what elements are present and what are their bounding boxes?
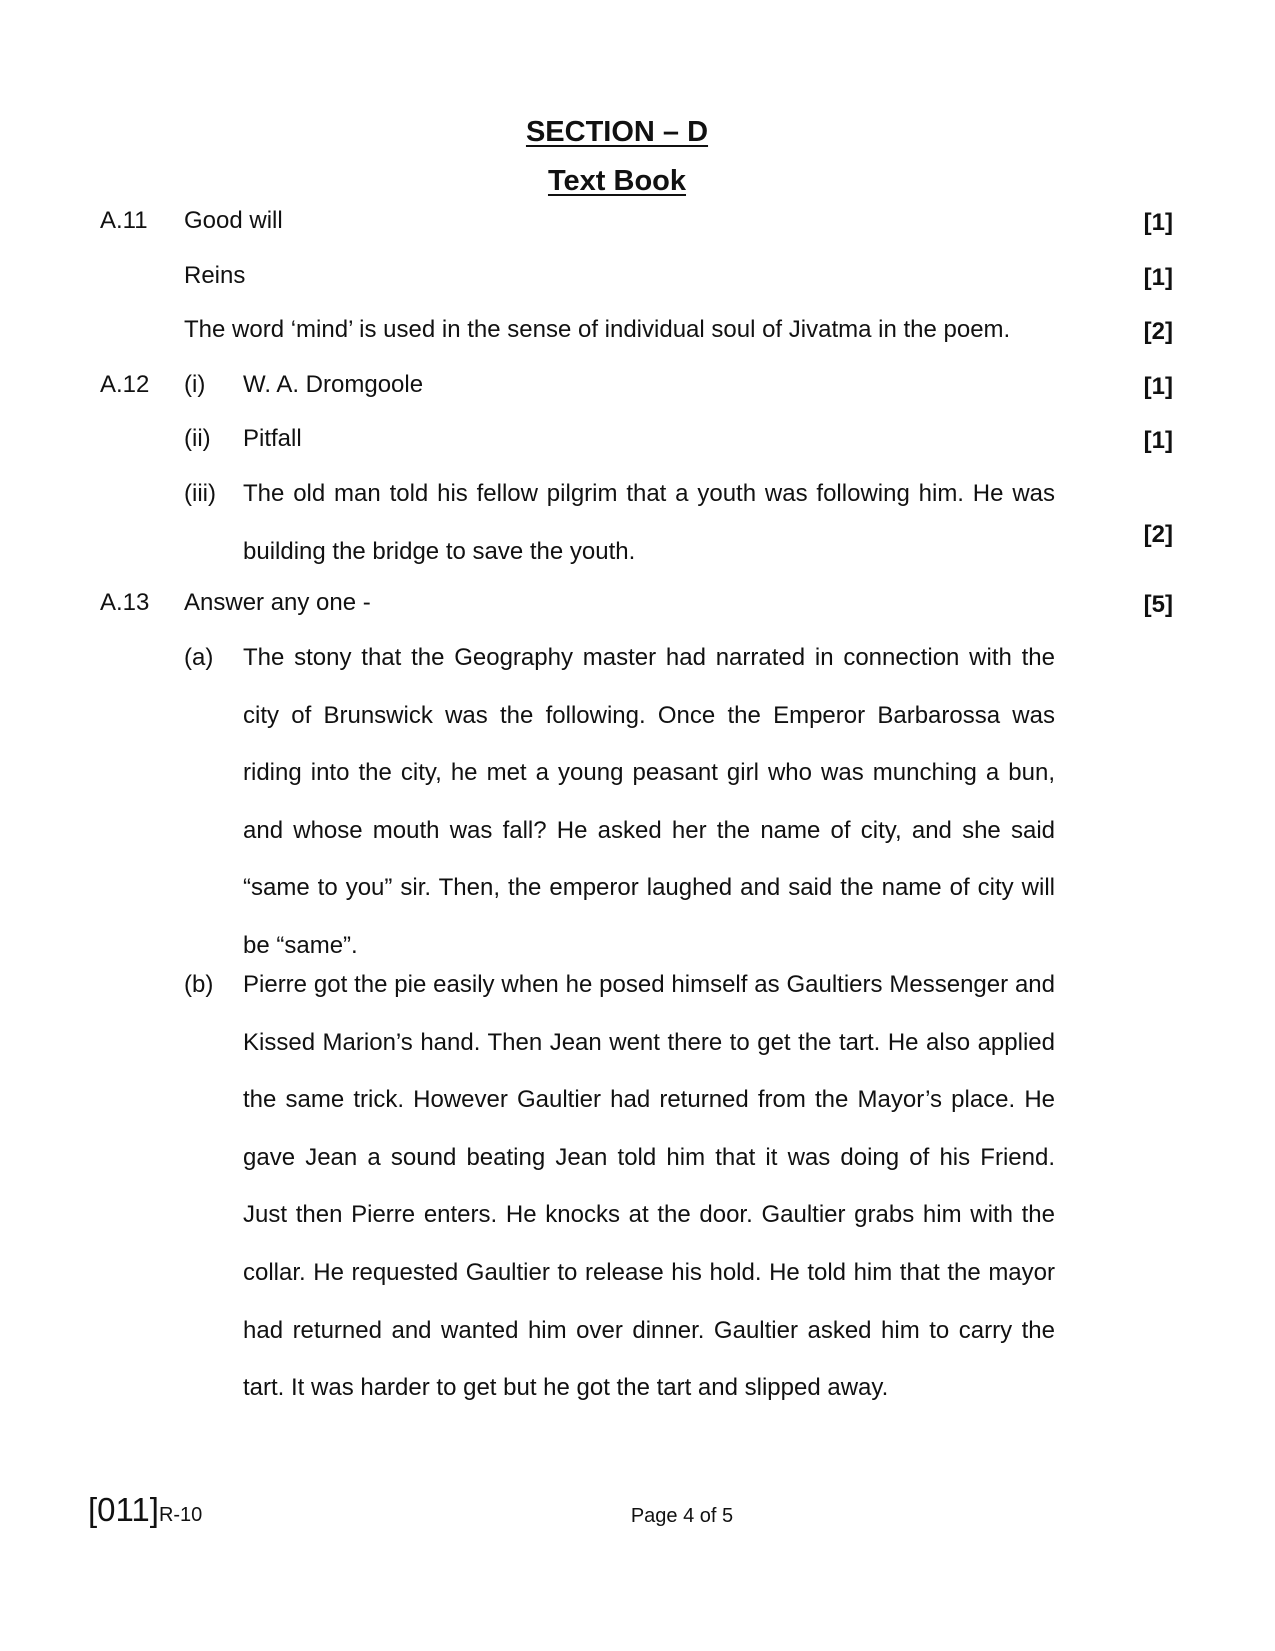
answer-a11-line-3: The word ‘mind’ is used in the sense of individual soul of Jivatma in the poem. — [184, 316, 1011, 343]
answer-a13-a: The stony that the Geography master had narrated in connection with the city of Brunswick was the following. Once the Emperor Barbarossa was riding into the city, he met a young peasant girl who was munching a bun, and whose mouth was fall? He asked her the name of city, and she said “same to you” sir. Then, the emperor laughed and said the name of city will be “same”. — [243, 644, 1055, 959]
mark-a11-line-3: [2] — [1143, 318, 1173, 345]
answer-a13-b: Pierre got the pie easily when he posed himself as Gaultiers Messenger and Kissed Marion’s hand. Then Jean went there to get the tart. He also applied the same trick. However Gaultier had returned from the Mayor’s place. He gave Jean a sound beating Jean told him that it was doing of his Friend. Just then Pierre enters. He knocks at the door. Gaultier grabs him with the collar. He requested Gaultier to release his hold. He told him that the mayor had returned and wanted him over dinner. Gaultier asked him to carry the tart. It was harder to get but he got the tart and slipped away. — [243, 971, 1055, 1402]
paper-code-number: [011] — [88, 1491, 159, 1528]
question-number-a11: A.11 — [100, 207, 148, 234]
answer-a12-ii: Pitfall — [243, 425, 302, 452]
page-number: Page 4 of 5 — [630, 1505, 734, 1527]
mark-a12-ii: [1] — [1143, 427, 1173, 454]
mark-a12-i: [1] — [1143, 373, 1173, 400]
item-label-a12-ii: (ii) — [184, 425, 211, 452]
answer-a12-iii: The old man told his fellow pilgrim that a youth was following him. He was building the bridge to save the youth. — [243, 480, 1055, 565]
item-label-a13-b: (b) — [184, 971, 214, 998]
question-number-a12: A.12 — [100, 371, 150, 398]
item-label-a13-a: (a) — [184, 644, 214, 671]
section-title: SECTION – D — [525, 116, 709, 148]
answer-a11-line-2: Reins — [184, 262, 246, 289]
mark-a11-line-2: [1] — [1143, 264, 1173, 291]
mark-a11-line-1: [1] — [1143, 209, 1173, 236]
mark-a12-iii: [2] — [1143, 521, 1173, 548]
question-number-a13: A.13 — [100, 589, 150, 616]
a13-instruction: Answer any one - — [184, 589, 371, 616]
mark-a13: [5] — [1143, 591, 1173, 618]
paper-code-suffix: R-10 — [158, 1504, 203, 1526]
answer-a12-i: W. A. Dromgoole — [243, 371, 424, 398]
item-label-a12-iii: (iii) — [184, 480, 216, 507]
item-label-a12-i: (i) — [184, 371, 206, 398]
answer-a11-line-1: Good will — [184, 207, 283, 234]
section-subtitle: Text Book — [547, 165, 687, 197]
